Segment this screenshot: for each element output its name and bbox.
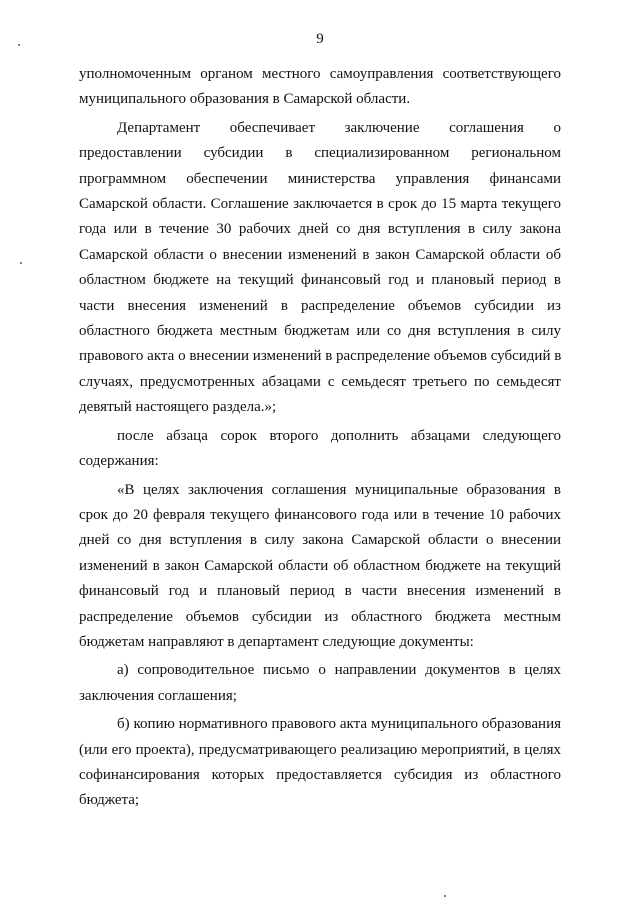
text-line: уполномоченным органом местного самоуправления соответствующего — [79, 66, 561, 82]
paragraph — [79, 658, 561, 709]
paragraph — [79, 712, 561, 814]
text-line: «В целях заключения соглашения муниципальные образования в — [117, 481, 561, 498]
text-line: случаях, предусмотренных абзацами с семьдесят третьего по семьдесят — [79, 373, 561, 390]
text-line: правового акта о внесении изменений в распределение объемов субсидий в — [79, 348, 561, 365]
scan-speck — [444, 895, 446, 897]
text-line: финансовый год и плановый период в части внесения изменений в — [79, 583, 561, 600]
text-line: б) копию нормативного правового акта муниципального образования — [117, 716, 561, 733]
text-line: Самарской области о внесении изменений в закон Самарской области об — [79, 246, 561, 263]
document-body — [79, 62, 561, 814]
paragraph — [79, 424, 561, 475]
text-line: дней со дня вступления в силу закона Самарской области о внесении — [79, 532, 561, 549]
text-line: года или в течение 30 рабочих дней со дня вступления в силу закона — [79, 221, 561, 238]
text-line: областного бюджета местным бюджетам или со дня вступления в силу — [79, 323, 561, 340]
text-line: Департамент обеспечивает заключение соглашения о — [117, 119, 561, 136]
text-line: а) сопроводительное письмо о направлении документов в целях — [117, 662, 561, 679]
text-line: части внесения изменений в распределение объемов субсидии из — [79, 297, 561, 314]
text-line: бюджетам направляют в департамент следующие документы: — [79, 633, 474, 650]
text-line: после абзаца сорок второго дополнить абзацами следующего — [117, 427, 561, 444]
scan-speck — [18, 44, 20, 46]
text-line: предоставлении субсидии в специализированном региональном — [79, 145, 561, 162]
text-line: программном обеспечении министерства управления финансами — [79, 170, 561, 187]
text-line: заключения соглашения; — [79, 687, 237, 704]
text-line: девятый настоящего раздела.»; — [79, 399, 277, 416]
text-line: областном бюджете на текущий финансовый год и плановый период в — [79, 272, 561, 289]
page-number: 9 — [316, 31, 324, 47]
scan-speck — [20, 262, 22, 264]
text-line: Самарской области. Соглашение заключается в срок до 15 марта текущего — [79, 196, 561, 213]
text-line: изменений в закон Самарской области об областном бюджете на текущий — [79, 557, 561, 574]
text-line: срок до 20 февраля текущего финансового года или в течение 10 рабочих — [79, 506, 561, 523]
text-line: бюджета; — [79, 792, 140, 809]
paragraph — [79, 116, 561, 421]
text-line: распределение объемов субсидии из областного бюджета местным — [79, 608, 561, 625]
text-line: (или его проекта), предусматривающего реализацию мероприятий, в целях — [79, 741, 561, 758]
paragraph — [79, 62, 561, 113]
text-line: содержания: — [79, 453, 159, 470]
text-line: софинансирования которых предоставляется субсидия из областного — [79, 766, 561, 783]
text-line: муниципального образования в Самарской области. — [79, 91, 411, 108]
paragraph — [79, 478, 561, 656]
